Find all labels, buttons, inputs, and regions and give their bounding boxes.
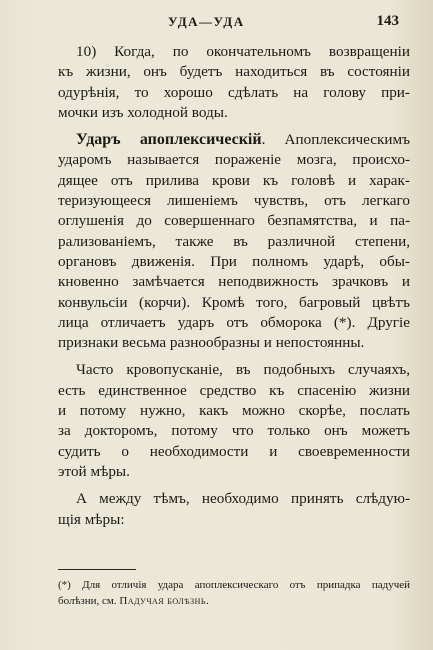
text-line: мочки изъ холодной воды.: [58, 103, 228, 121]
text-line: къ жизни, онъ будетъ находиться въ состояніи: [58, 63, 410, 81]
page-number: 143: [376, 13, 399, 29]
paragraph-4: [58, 489, 410, 530]
paragraph-2: [58, 130, 410, 353]
running-head: УДА—УДА: [168, 14, 245, 29]
paragraph-3: [58, 360, 410, 482]
text-line: одурѣнія, то хорошо сдѣлать на голову при-: [58, 83, 410, 101]
text-line: А между тѣмъ, необходимо принять слѣдую-: [76, 490, 410, 508]
body-text: [58, 42, 410, 530]
text-line: Часто кровопусканіе, въ подобныхъ случаяхъ,: [76, 361, 410, 379]
footnote: [58, 577, 410, 609]
footnote-rule: [58, 569, 136, 570]
text-line: рализованіемъ, также въ различной степени,: [58, 232, 410, 250]
footnote-text: болѣзни, см.: [58, 595, 120, 607]
text-line: [58, 130, 410, 150]
entry-term: Ударъ апоплексическій: [76, 131, 262, 149]
text-line: признаки весьма разнообразны и непостоянны.: [58, 334, 365, 352]
text-line: органовъ движенія. При полномъ ударѣ, обы-: [58, 252, 410, 270]
text-line: теризующееся лишеніемъ чувствъ, отъ легкаго: [58, 192, 410, 210]
text-line: и потому нужно, какъ можно скорѣе, послать: [58, 402, 410, 420]
text-line: этой мѣры.: [58, 462, 130, 480]
text-line: кновенно замѣчается неподвижность зрачковъ и: [58, 273, 410, 291]
footnote-line: (*) Для отличія удара апоплексическаго отъ припадка падучей: [58, 579, 410, 591]
footnote-cross-reference: Падучая болѣзнь: [119, 595, 206, 607]
text-line: лица отличаетъ ударъ отъ обморока (*). Другіе: [58, 313, 410, 331]
text-line: судить о необходимости и своевременности: [58, 442, 410, 460]
page-header: [0, 10, 433, 34]
text-line: конвульсіи (корчи). Кромѣ того, багровый цвѣтъ: [58, 293, 410, 311]
text-line: щія мѣры:: [58, 510, 125, 528]
paragraph-1: [58, 42, 410, 123]
entry-term-continuation: . Апоплексическимъ: [261, 131, 410, 149]
text-line: дящее отъ прилива крови къ головѣ и харак-: [58, 171, 410, 189]
text-line: оглушенія до совершеннаго безпамятства, и па-: [58, 212, 410, 230]
footnote-text: .: [205, 595, 209, 607]
text-line: 10) Когда, по окончательномъ возвращеніи: [76, 43, 410, 60]
footnote-line: [58, 593, 410, 609]
text-line: за докторомъ, потому что только онъ можетъ: [58, 422, 410, 440]
text-line: ударомъ называется пораженіе мозга, происхо-: [58, 151, 410, 169]
text-line: есть единственное средство къ спасенію жизни: [58, 381, 410, 399]
